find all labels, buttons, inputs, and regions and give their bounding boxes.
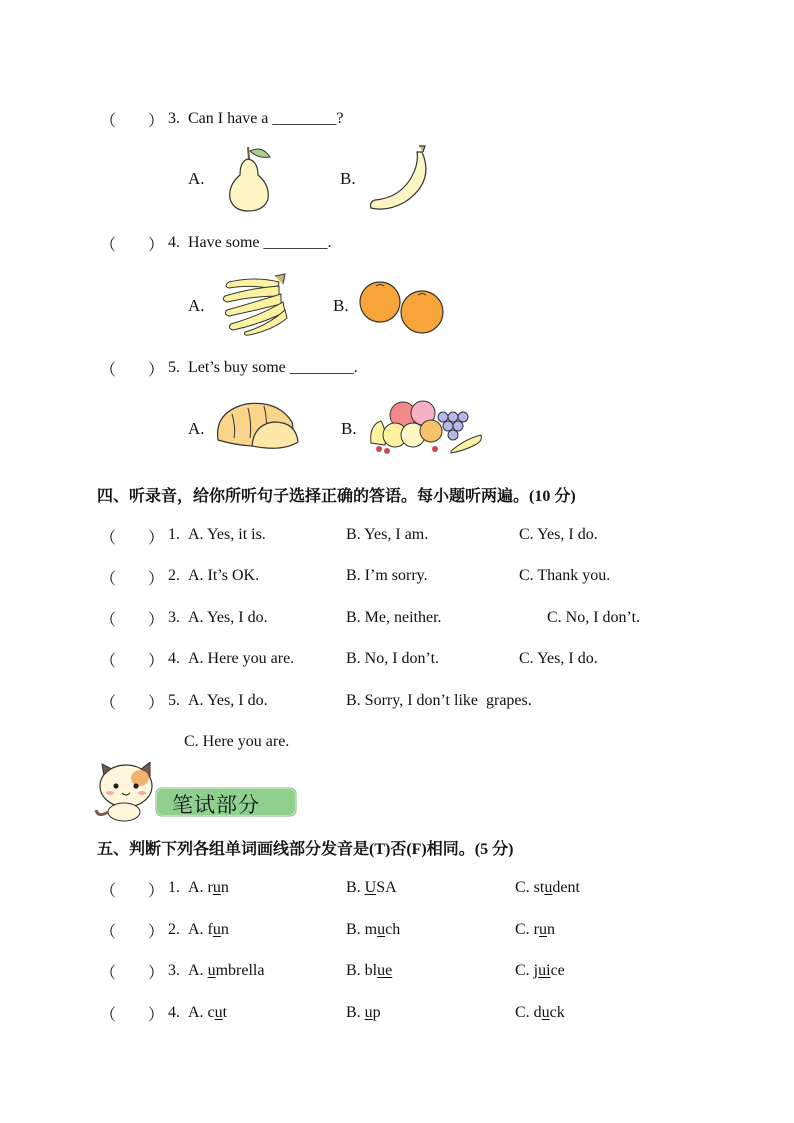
answer-paren-open: （ — [100, 1007, 117, 1024]
option-b-label: B. — [341, 419, 357, 438]
answer-paren-close: ） — [148, 653, 165, 670]
option-a: A. Yes, I do. — [188, 692, 268, 709]
answer-paren-close: ） — [148, 883, 165, 900]
answer-paren-open: （ — [100, 612, 117, 629]
banner-title: 笔试部分 — [172, 793, 260, 817]
option-b: B. much — [346, 921, 401, 938]
option-a: A. Yes, I do. — [188, 609, 268, 626]
option-a: A. run — [188, 879, 229, 896]
option-c: C. No, I don’t. — [547, 609, 641, 626]
option-a: A. It’s OK. — [188, 567, 260, 584]
option-a-label: A. — [188, 419, 205, 438]
answer-paren-open: （ — [100, 653, 117, 670]
option-c: C. juice — [515, 962, 565, 979]
answer-paren-close: ） — [148, 965, 165, 982]
answer-paren-open: （ — [100, 883, 117, 900]
answer-paren-close: ） — [148, 924, 165, 941]
option-c: C. run — [515, 921, 555, 938]
section-heading: 四、听录音，给你所听句子选择正确的答语。每小题听两遍。(10 分) — [97, 488, 576, 505]
written-part-banner — [98, 760, 308, 822]
option-c: C. Yes, I do. — [519, 526, 598, 543]
question-number: 2. — [168, 567, 180, 584]
answer-paren-close: ） — [148, 237, 165, 254]
bread-icon — [212, 398, 302, 454]
answer-paren-open: （ — [100, 237, 117, 254]
option-b: B. USA — [346, 879, 397, 896]
option-c: C. Thank you. — [519, 567, 611, 584]
question-text: Have some ________. — [188, 234, 332, 251]
answer-paren-open: （ — [100, 695, 117, 712]
option-a: A. Here you are. — [188, 650, 295, 667]
answer-paren-close: ） — [148, 530, 165, 547]
option-b: B. Sorry, I don’t like grapes. — [346, 692, 532, 709]
option-b: B. I’m sorry. — [346, 567, 428, 584]
answer-paren-close: ） — [148, 695, 165, 712]
option-c: C. duck — [515, 1004, 565, 1021]
option-b: B. Yes, I am. — [346, 526, 429, 543]
fruit-pile-icon — [365, 395, 485, 459]
answer-paren-open: （ — [100, 113, 117, 130]
question-number: 4. — [168, 650, 180, 667]
answer-paren-open: （ — [100, 530, 117, 547]
option-b: B. No, I don’t. — [346, 650, 440, 667]
bananas-bunch-icon — [215, 270, 290, 336]
option-b: B. Me, neither. — [346, 609, 442, 626]
question-number: 5. — [168, 359, 180, 376]
answer-paren-close: ） — [148, 571, 165, 588]
question-number: 3. — [168, 110, 180, 127]
cat-mascot-icon — [94, 762, 158, 822]
question-number: 4. — [168, 1004, 180, 1021]
section-heading: 五、判断下列各组单词画线部分发音是(T)否(F)相同。(5 分) — [97, 841, 514, 858]
answer-paren-open: （ — [100, 965, 117, 982]
option-c: C. student — [515, 879, 580, 896]
question-text: Let’s buy some ________. — [188, 359, 358, 376]
option-a: A. cut — [188, 1004, 228, 1021]
question-number: 4. — [168, 234, 180, 251]
option-a: A. fun — [188, 921, 229, 938]
option-b-label: B. — [333, 296, 349, 315]
answer-paren-close: ） — [148, 1007, 165, 1024]
question-number: 1. — [168, 526, 180, 543]
answer-paren-open: （ — [100, 362, 117, 379]
option-b: B. blue — [346, 962, 393, 979]
pear-icon — [218, 143, 278, 213]
option-b: B. up — [346, 1004, 381, 1021]
option-a: A. umbrella — [188, 962, 265, 979]
answer-paren-open: （ — [100, 571, 117, 588]
oranges-icon — [356, 280, 448, 334]
answer-paren-close: ） — [148, 612, 165, 629]
answer-paren-close: ） — [148, 362, 165, 379]
option-c: C. Yes, I do. — [519, 650, 598, 667]
banana-icon — [365, 142, 435, 212]
option-a-label: A. — [188, 169, 205, 188]
option-c: C. Here you are. — [184, 733, 290, 750]
question-number: 5. — [168, 692, 180, 709]
question-number: 2. — [168, 921, 180, 938]
option-a-label: A. — [188, 296, 205, 315]
answer-paren-open: （ — [100, 924, 117, 941]
option-b-label: B. — [340, 169, 356, 188]
answer-paren-close: ） — [148, 113, 165, 130]
option-a: A. Yes, it is. — [188, 526, 266, 543]
question-number: 3. — [168, 609, 180, 626]
question-number: 3. — [168, 962, 180, 979]
question-text: Can I have a ________? — [188, 110, 344, 127]
question-number: 1. — [168, 879, 180, 896]
